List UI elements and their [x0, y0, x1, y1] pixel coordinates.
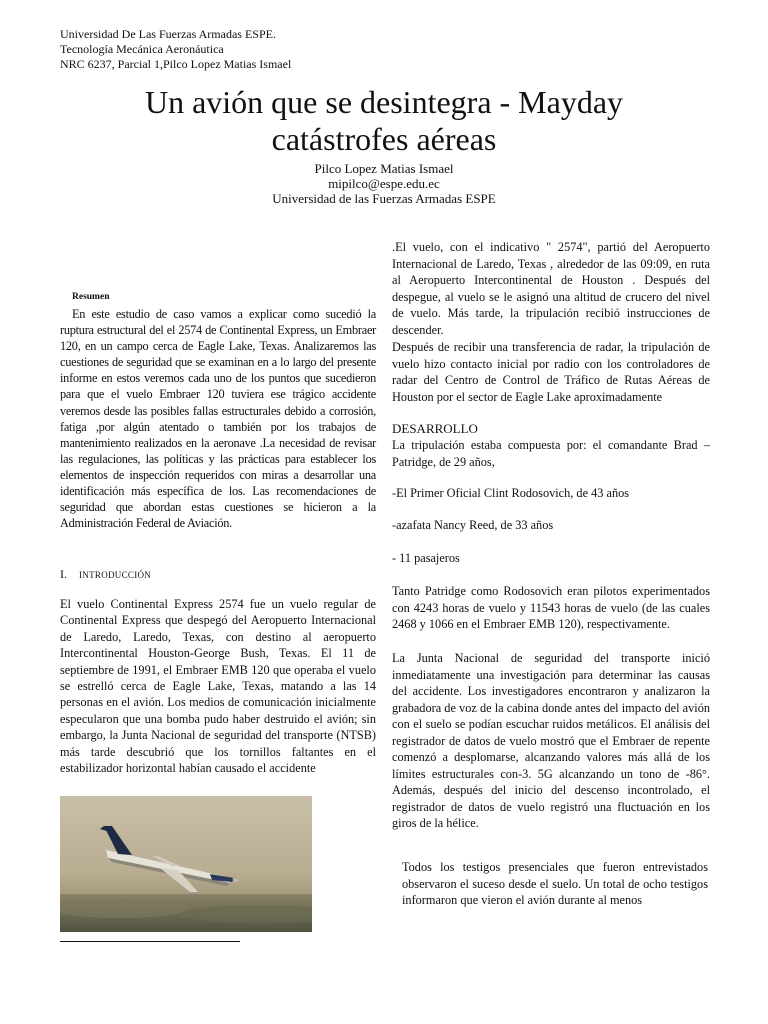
title-line-1: Un avión que se desintegra - Mayday — [144, 84, 624, 120]
crew-intro-text: La tripulación estaba compuesta por: el comandante Brad – Patridge, de 29 años, — [392, 438, 710, 469]
section-number: I. — [60, 567, 67, 581]
crew-item-flight-attendant: -azafata Nancy Reed, de 33 años — [392, 518, 554, 532]
abstract-text: En este estudio de caso vamos a explicar como sucedió la ruptura estructural del el 2574 de Continental Express, un Embraer 120, en un campo cerca de Eagle Lake, Texas. Analizaremos las cuestiones de seguridad que se examinan en a lo largo del presente informe en estos veremos cada uno de los puntos que sucedieron para que el vuelo Embraer 120 tuviera ese trágico accidente veremos desde las posibles fallas estructurales debido a corrosión, fatiga ,por algún atentado o también por los trabajos de mantenimiento realizados en la aeronave .La necesidad de revisar las regulaciones, las políticas y las prácticas para establecer los elementos de inspección requeridos con miras a desarrollar una identificación más específica de los. Las recomendaciones de seguridad que abordan estas cuestiones se hicieron a la Administración Federal de Aviación. — [60, 307, 376, 531]
section-heading-introduction — [60, 567, 151, 582]
crew-item-passengers: - 11 pasajeros — [392, 551, 460, 565]
title-line-2: catástrofes aéreas — [271, 121, 497, 157]
crew-item-first-officer: -El Primer Oficial Clint Rodosovich, de 43 años — [392, 486, 630, 500]
paper-title — [40, 84, 728, 158]
introduction-text: El vuelo Continental Express 2574 fue un vuelo regular de Continental Express que despegó del Aeropuerto Internacional de Laredo, Laredo, Texas, con destino al aeropuerto Intercontinental Houston-George Bush, Texas. El 11 de septiembre de 1991, el Embraer EMB 120 que operaba el vuelo se estrelló cerca de Eagle Lake, Texas, matando a las 14 personas en el avión. Los medios de comunicación inicialmente especularon que una bomba pudo haber destruido el avión; sin embargo, la Junta Nacional de seguridad del transporte (NTSB) más tarde descubrió que los tornillos faltantes en el estabilizador horizontal habían causado el accidente — [60, 597, 376, 776]
section-heading-desarrollo: DESARROLLO — [392, 421, 478, 436]
pilot-hours-paragraph — [392, 583, 710, 633]
author-email: mipilco@espe.edu.ec — [328, 176, 440, 191]
document-header — [60, 27, 291, 72]
author-block — [0, 161, 768, 206]
abstract — [60, 306, 376, 531]
author-affiliation: Universidad de las Fuerzas Armadas ESPE — [272, 191, 496, 206]
header-course: NRC 6237, Parcial 1,Pilco Lopez Matias Ismael — [60, 57, 292, 71]
section-title: INTRODUCCIÓN — [79, 570, 152, 580]
radar-paragraph — [392, 339, 710, 405]
radar-text: Después de recibir una transferencia de radar, la tripulación de vuelo hizo contacto inicial por radio con los controladores de radar del Centro de Control de Tráfico de Rutas Aéreas de Houston por el sector de Eagle Lake aproximadamente — [392, 340, 710, 404]
introduction-body — [60, 596, 376, 776]
witnesses-text: Todos los testigos presenciales que fueron entrevistados observaron el suceso desde el suelo. Un total de ocho testigos informaron que vieron el avión durante al menos — [402, 860, 708, 907]
investigation-paragraph — [392, 650, 710, 832]
header-university: Universidad De Las Fuerzas Armadas ESPE. — [60, 27, 276, 41]
investigation-text: La Junta Nacional de seguridad del transporte inició inmediatamente una investigación para determinar las causas del accidente. Los investigadores encontraron y analizaron la grabadora de voz de la cabina donde antes del impacto del avión con el suelo se podían escuchar ruidos metálicos. El análisis del registrador de datos de vuelo mostró que el Embraer de repente comenzó a desplomarse, alcanzando valores más allá de los límites estructurales con-3. 5G alcanzando un tono de -86°. Además, después del inicio del descenso incontrolado, el registrador de datos de vuelo registró una fluctuación en los giros de la hélice. — [392, 651, 710, 830]
abstract-heading: Resumen — [72, 292, 110, 302]
airplane-photo — [60, 796, 312, 932]
crew-intro — [392, 437, 710, 470]
pilot-hours-text: Tanto Patridge como Rodosovich eran pilotos experimentados con 4243 horas de vuelo y 11543 horas de vuelo (de las cuales 2468 y 1066 en el Embraer EMB 120), respectivamente. — [392, 584, 710, 632]
flight-text: .El vuelo, con el indicativo " 2574", partió del Aeropuerto Internacional de Laredo, Texas , alrededor de las 09:09, en ruta al Aeropuerto Intercontinental de Houston . Después del despegue, al vuelo se le asignó una altitud de crucero del nivel de vuelo. Más tarde, la tripulación recibió instrucciones de descender. — [392, 240, 710, 337]
footnote-rule — [60, 941, 240, 942]
author-name: Pilco Lopez Matias Ismael — [314, 161, 454, 176]
witnesses-paragraph — [402, 859, 708, 909]
flight-paragraph — [392, 239, 710, 339]
header-program: Tecnología Mecánica Aeronáutica — [60, 42, 224, 56]
